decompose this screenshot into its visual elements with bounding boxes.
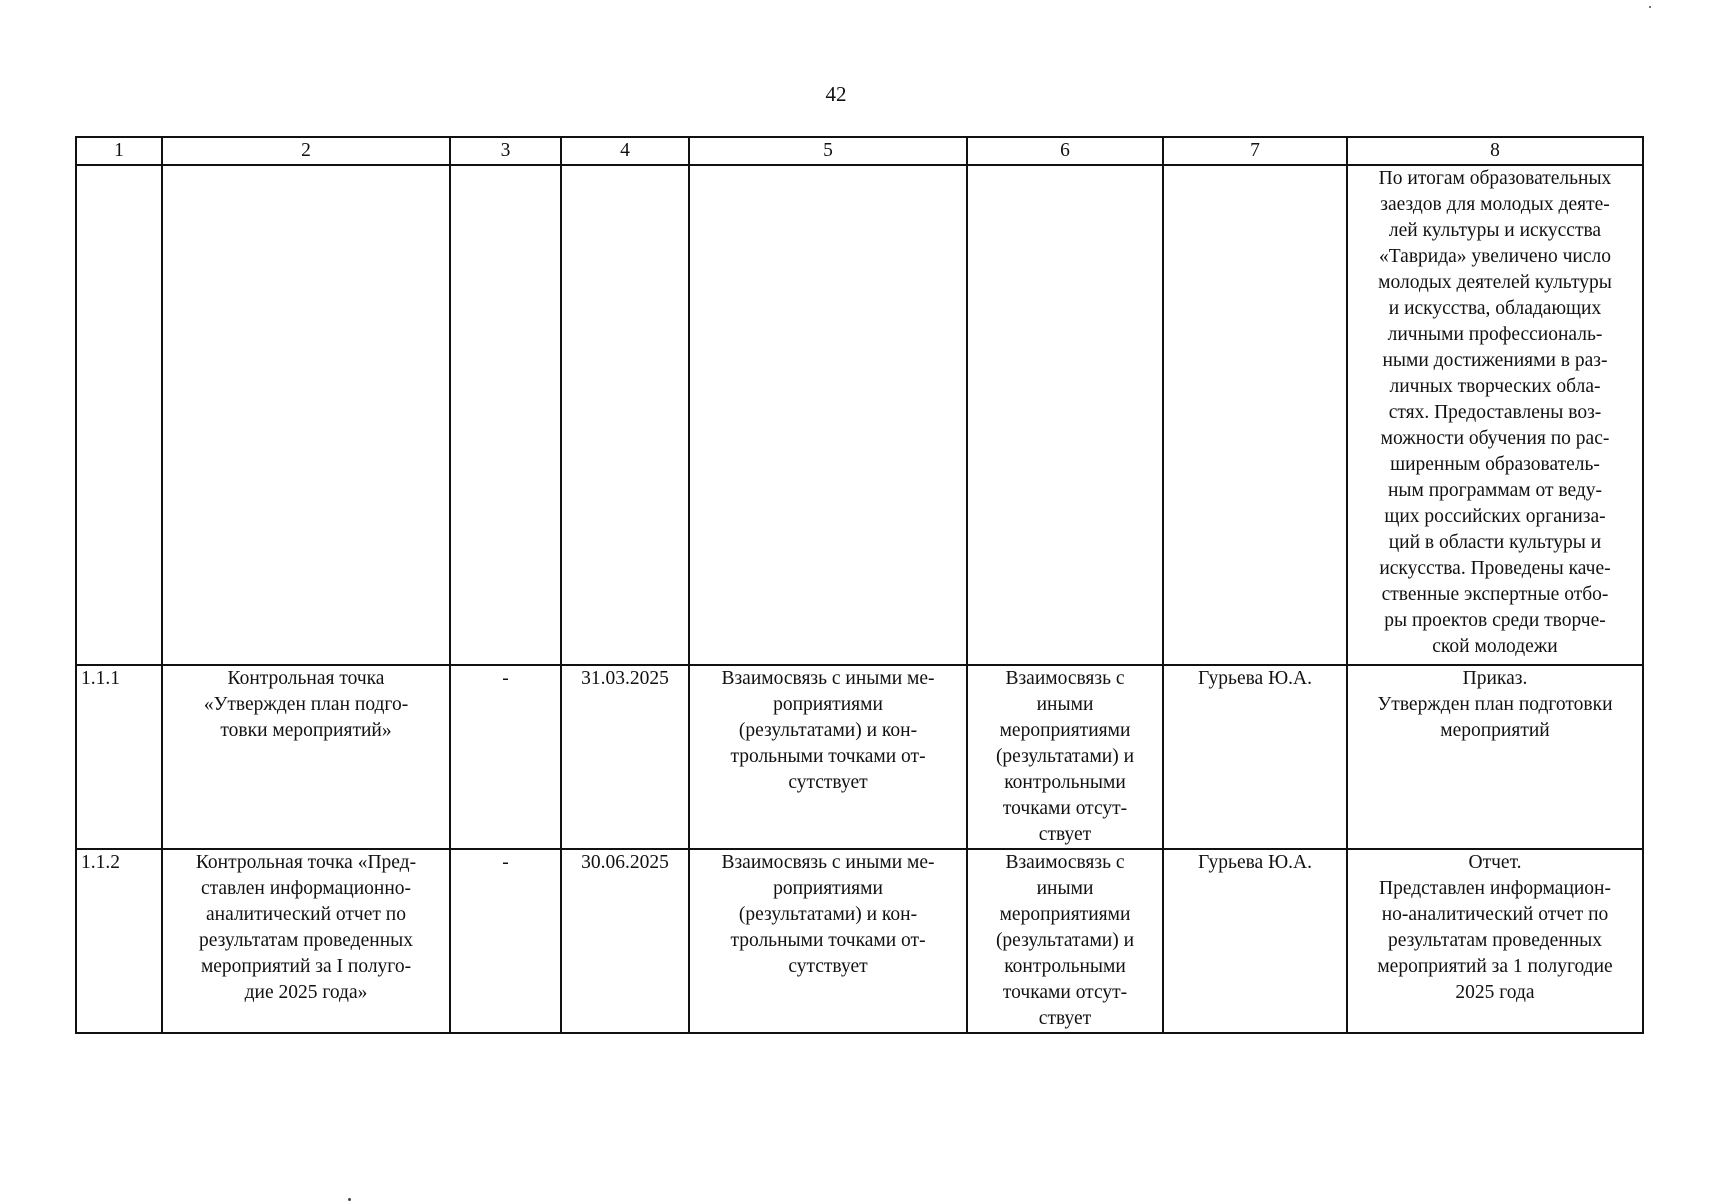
- column-header: 7: [1163, 137, 1347, 165]
- relation-cell: Взаимосвязь с иными ме- роприятиями (результатами) и кон- трольными точками от- сутствует: [689, 849, 967, 1033]
- row-number-cell: 1.1.2: [76, 849, 162, 1033]
- relation-cell: [689, 165, 967, 665]
- event-name-cell: Контрольная точка «Утвержден план подго- товки мероприятий»: [162, 665, 450, 849]
- plan-table: [75, 136, 1644, 1034]
- column-header: 4: [561, 137, 689, 165]
- row-number-cell: [76, 165, 162, 665]
- date-cell: 31.03.2025: [561, 665, 689, 849]
- page-number: 42: [825, 82, 847, 106]
- responsible-cell: [1163, 165, 1347, 665]
- responsible-cell: Гурьева Ю.А.: [1163, 665, 1347, 849]
- relation-detail-cell: [967, 165, 1163, 665]
- result-cell: Отчет. Представлен информацион- но-аналитический отчет по результатам проведенных мероприятий за 1 полугодие 2025 года: [1347, 849, 1643, 1033]
- table-header-row: [76, 137, 1643, 165]
- result-cell: По итогам образовательных заездов для молодых деяте- лей культуры и искусства «Таврида» увеличено число молодых деятелей культуры и искусства, обладающих личными профессиональ- ными достижениями в раз- личных творческих обла- стях. Предоставлены воз- можности обучения по рас- ширенным образователь- ным программам от веду- щих российских организа- ций в области культуры и искусства. Проведены каче- ственные экспертные отбо- ры проектов среди творче- ской молодежи: [1347, 165, 1643, 665]
- column-3-cell: -: [450, 849, 561, 1033]
- event-name-cell: [162, 165, 450, 665]
- column-header: 2: [162, 137, 450, 165]
- event-name-cell: Контрольная точка «Пред- ставлен информационно- аналитический отчет по результатам проведенных мероприятий за I полуго- дие 2025 года»: [162, 849, 450, 1033]
- column-header: 5: [689, 137, 967, 165]
- column-3-cell: [450, 165, 561, 665]
- relation-cell: Взаимосвязь с иными ме- роприятиями (результатами) и кон- трольными точками от- сутствует: [689, 665, 967, 849]
- date-cell: 30.06.2025: [561, 849, 689, 1033]
- relation-detail-cell: Взаимосвязь с иными мероприятиями (результатами) и контрольными точками отсут- ствует: [967, 665, 1163, 849]
- column-header: 8: [1347, 137, 1643, 165]
- table-row: [76, 165, 1643, 665]
- table-row: [76, 849, 1643, 1033]
- relation-detail-cell: Взаимосвязь с иными мероприятиями (результатами) и контрольными точками отсут- ствует: [967, 849, 1163, 1033]
- result-cell: Приказ. Утвержден план подготовки мероприятий: [1347, 665, 1643, 849]
- row-number-cell: 1.1.1: [76, 665, 162, 849]
- table-row: [76, 665, 1643, 849]
- responsible-cell: Гурьева Ю.А.: [1163, 849, 1347, 1033]
- column-header: 3: [450, 137, 561, 165]
- column-header: 6: [967, 137, 1163, 165]
- date-cell: [561, 165, 689, 665]
- scan-speck: [1649, 6, 1651, 8]
- column-3-cell: -: [450, 665, 561, 849]
- column-header: 1: [76, 137, 162, 165]
